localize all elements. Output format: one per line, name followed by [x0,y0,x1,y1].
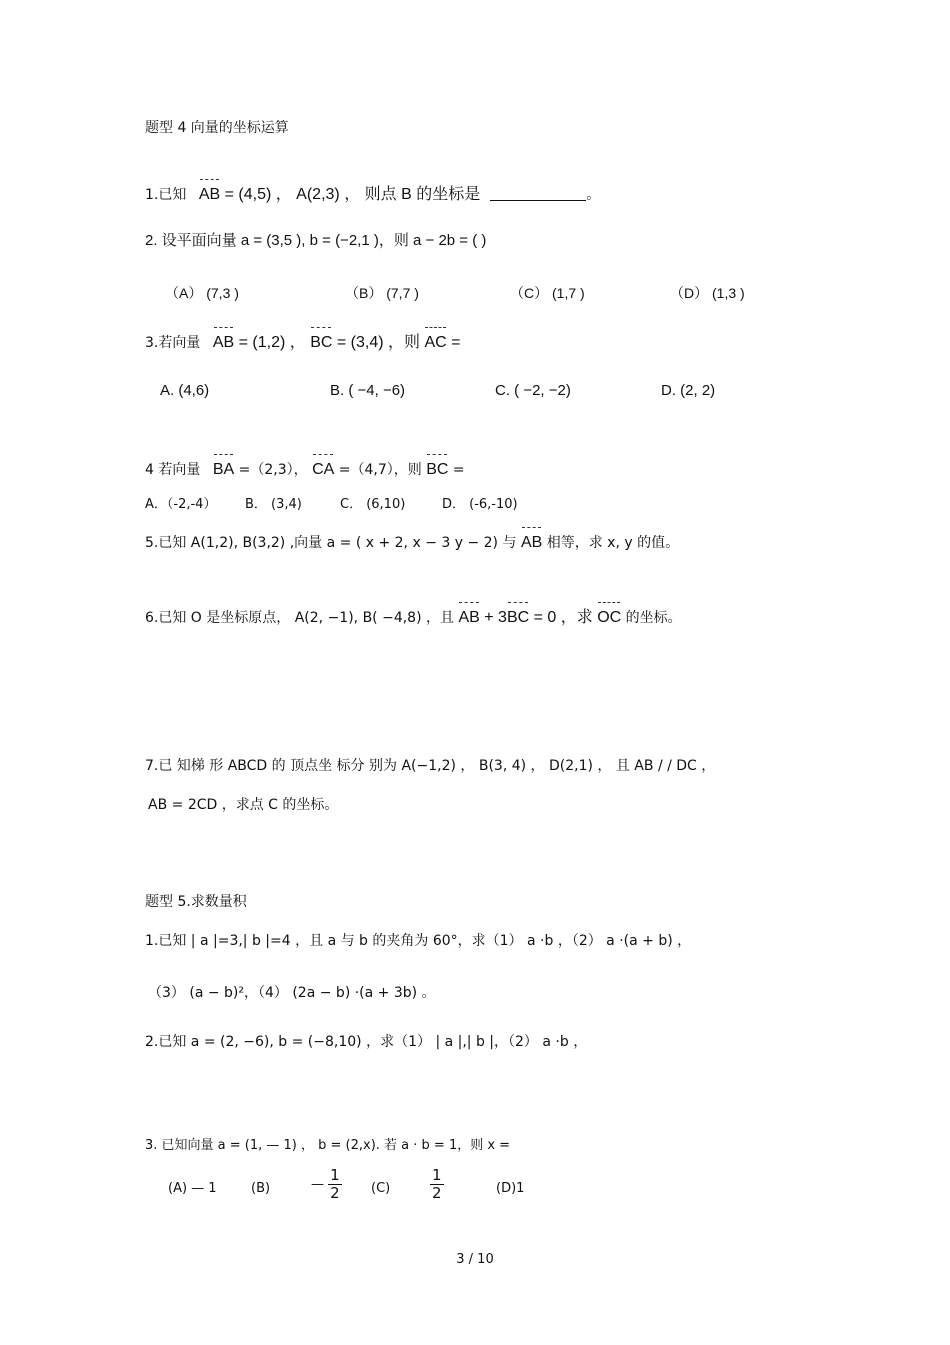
vector-ab: AB [198,186,221,203]
section-title-5: 题型 5.求数量积 [145,894,247,910]
s5-q3-option-d: (D)1 [496,1181,525,1196]
vector-ab: AB [212,334,235,351]
q2-option-d: （D） (1,3 ) [670,285,745,301]
q3-option-d: D. (2, 2) [661,382,716,399]
q2-option-a: （A） (7,3 ) [165,285,239,301]
vector-bc: BC [426,461,449,478]
s5-question-1-line-2: （3） (a − b)²，（4） (2a − b) ·(a + 3b) 。 [148,985,436,1001]
vector-ba: BA [212,461,235,478]
q4-option-a: A．（-2,-4） [145,497,217,512]
s5-q3-option-b-value: — $\frac{1}{2}$ [311,1166,340,1202]
question-1: 1.已知 AB = (4,5) ， A(2,3) ， 则点 B 的坐标是 。 [145,186,601,203]
s5-question-3: 3. 已知向量 a = (1, — 1) ， b = (2,x). 若 a · b = 1，则 x = [145,1138,511,1153]
question-2: 2. 设平面向量 a = (3,5 ), b = (−2,1 )，则 a − 2b = ( ) [145,232,487,249]
s5-question-2: 2.已知 a = (2, −6), b = (−8,10) ，求（1） | a |,| b |，（2） a ·b ， [145,1034,588,1050]
section-title-4: 题型 4 向量的坐标运算 [145,120,289,136]
s5-question-1-line-1: 1.已知 | a |=3,| b |=4 ，且 a 与 b 的夹角为 60°，求（1） a ·b ，（2） a ·(a + b) ， [145,933,692,949]
q2-option-b: （B） (7,7 ) [345,285,419,301]
question-7-line-1: 7.已 知梯 形 ABCD 的 顶点坐 标分 别为 A(−1,2) ， B(3, 4) ， D(2,1) ， 且 AB / / DC ， [145,758,716,774]
fraction: $\frac{1}{2}$ [330,1166,340,1202]
fraction: $\frac{1}{2}$ [432,1166,442,1202]
q4-option-b: B． (3,4) [245,497,302,512]
q2-option-c: （C） (1,7 ) [510,285,585,301]
q4-option-d: D． (-6,-10) [442,497,518,512]
vector-ab: AB [520,534,543,551]
page-number: 3 / 10 [456,1252,494,1267]
vector-ac: AC [424,334,447,351]
question-4: 4 若向量 BA =（2,3）， CA =（4,7），则 BC = [145,461,465,478]
q3-option-a: A. (4,6) [160,382,210,399]
vector-bc: BC [506,609,530,626]
q3-option-c: C. ( −2, −2) [495,382,571,399]
vector-oc: OC [597,609,622,626]
question-7-line-2: AB = 2CD ，求点 C 的坐标。 [148,797,339,813]
question-6: 6.已知 O 是坐标原点， A(2, −1), B( −4,8) ，且 AB + 3BC = 0 ，求 OC 的坐标。 [145,609,682,626]
s5-q3-option-a: (A) — 1 [168,1181,217,1196]
s5-q3-option-c: (C) [371,1181,391,1196]
answer-blank [490,184,586,201]
vector-bc: BC [310,334,333,351]
question-5: 5.已知 A(1,2), B(3,2) ,向量 a = ( x + 2, x − 3 y − 2) 与 AB 相等，求 x, y 的值。 [145,534,680,551]
vector-ca: CA [312,461,335,478]
q3-option-b: B. ( −4, −6) [330,382,406,399]
s5-q3-option-b: (B) [251,1181,271,1196]
q4-option-c: C． (6,10) [340,497,406,512]
s5-q3-option-c-value [430,1167,444,1202]
question-3: 3.若向量 AB = (1,2) ， BC = (3,4) ，则 AC = [145,334,461,351]
vector-ab: AB [458,609,480,626]
